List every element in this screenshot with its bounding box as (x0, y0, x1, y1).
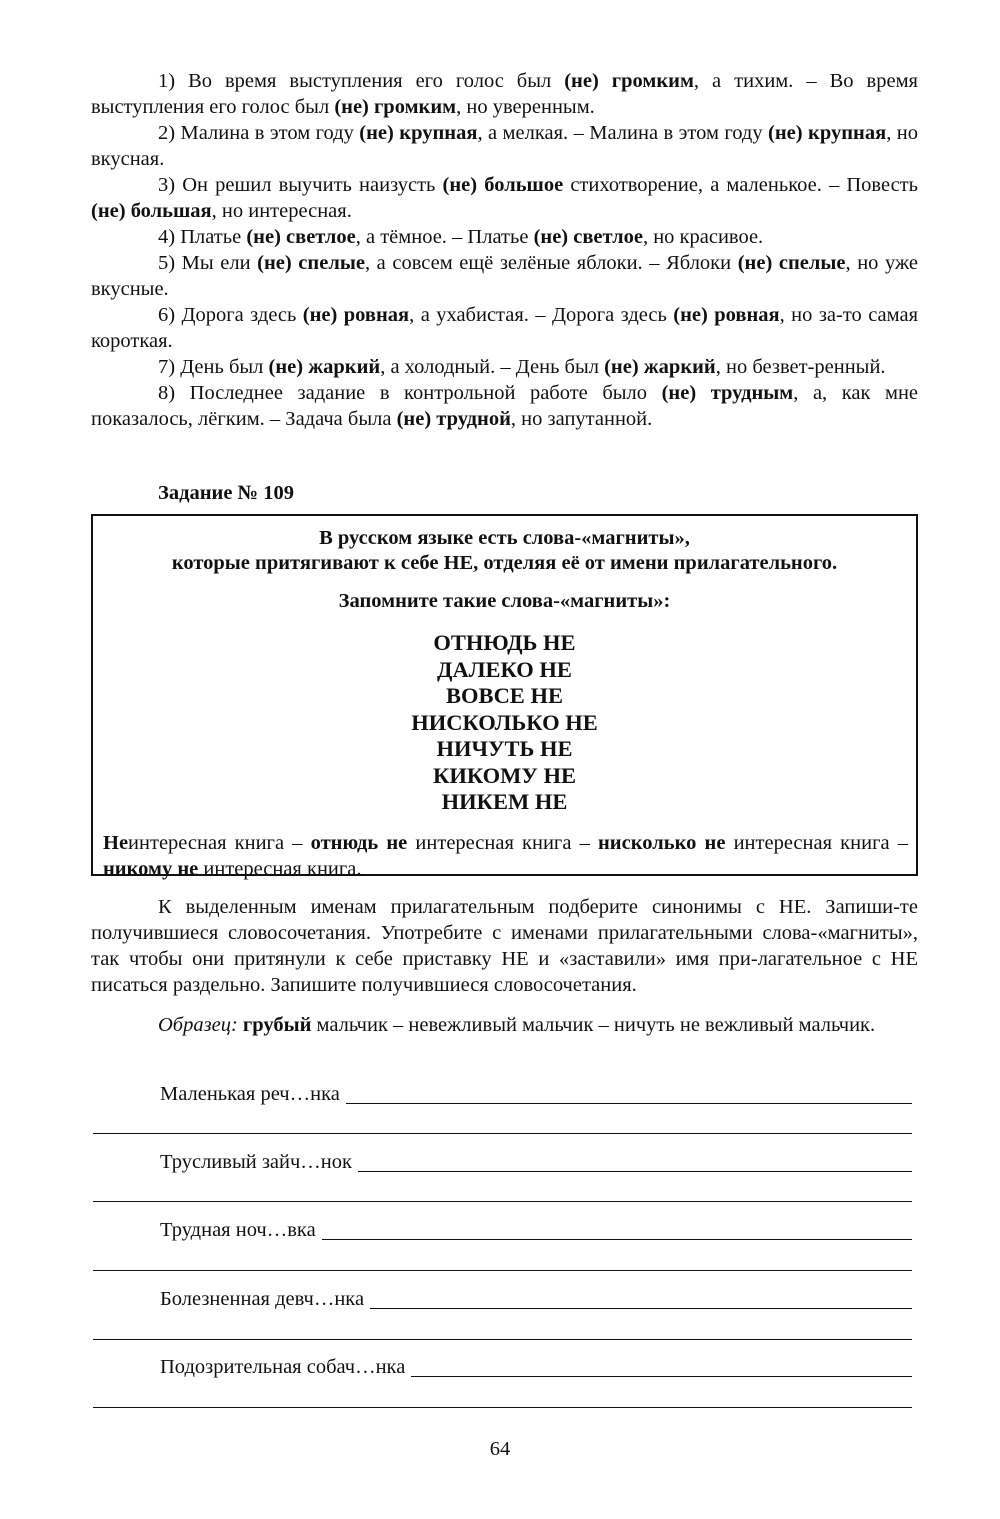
answer-line[interactable] (93, 1133, 912, 1134)
exercise-label: Маленькая реч…нка (160, 1083, 340, 1105)
rule-title-line: которые притягивают к себе НЕ, отделяя её от имени прилагательного. (171, 552, 838, 574)
rule-example: Неинтересная книга – отнюдь не интересная книга – нисколько не интересная книга – никому не интересная книга. (103, 831, 908, 880)
magnet-word: НИЧУТЬ НЕ (436, 736, 573, 761)
rule-title (93, 526, 916, 576)
rule-title-line: В русском языке есть слова-«магниты», (319, 527, 690, 549)
sentence-item: 6) Дорога здесь (не) ровная, а ухабистая. – Дорога здесь (не) ровная, но за-то самая короткая. (91, 304, 919, 352)
page-number: 64 (489, 1438, 511, 1460)
answer-blank[interactable] (322, 1219, 912, 1240)
sample-bold-word: грубый (242, 1014, 312, 1036)
task-instructions: К выделенным именам прилагательным подберите синонимы с НЕ. Запиши-те получившиеся словосочетания. Употребите с именами прилагательными слова-«магниты», так чтобы они притянули к себе приставку НЕ и «заставили» имя при-лагательное с НЕ писаться раздельно. Запишите получившиеся словосочетания. (91, 896, 918, 996)
magnet-word: ОТНЮДЬ НЕ (433, 630, 576, 655)
sentence-item: 5) Мы ели (не) спелые, а совсем ещё зелёные яблоки. – Яблоки (не) спелые, но уже вкусные. (91, 252, 918, 300)
magnet-word: КИКОМУ НЕ (433, 762, 576, 788)
sentence-item: 8) Последнее задание в контрольной работе было (не) трудным, а, как мне показалось, лёгким. – Задача была (не) трудной, но запутанной. (91, 382, 919, 430)
exercise-label: Болезненная девч…нка (160, 1288, 365, 1310)
answer-blank[interactable] (358, 1151, 912, 1172)
exercise-row (160, 1081, 912, 1107)
answer-blank[interactable] (411, 1356, 912, 1377)
magnet-word: НИСКОЛЬКО НЕ (411, 709, 598, 735)
sentence-item: 1) Во время выступления его голос был (не) громким, а тихим. – Во время выступления его голос был (не) громким, но уверенным. (91, 70, 918, 118)
magnet-word: ВОВСЕ НЕ (446, 683, 563, 708)
remember-heading: Запомните такие слова-«магниты»: (338, 590, 671, 612)
answer-line[interactable] (93, 1339, 912, 1340)
sample-label: Образец: (158, 1014, 238, 1036)
sentence-item: 3) Он решил выучить наизусть (не) большое стихотворение, а маленькое. – Повесть (не) большая, но интересная. (91, 174, 918, 222)
answer-blank[interactable] (370, 1288, 912, 1309)
answer-line[interactable] (93, 1201, 912, 1202)
exercise-row (160, 1286, 912, 1312)
sample-line: Образец: грубый мальчик – невежливый мальчик – ничуть не вежливый мальчик. (158, 1014, 876, 1036)
answer-line[interactable] (93, 1407, 912, 1408)
magnet-word: НИКЕМ НЕ (441, 789, 568, 814)
answer-blank[interactable] (346, 1083, 912, 1104)
sentence-item: 2) Малина в этом году (не) крупная, а мелкая. – Малина в этом году (не) крупная, но вкусная. (91, 122, 919, 170)
answer-line[interactable] (93, 1270, 912, 1271)
magnet-words-list (93, 630, 916, 816)
sentence-list (91, 68, 918, 432)
exercise-row (160, 1149, 912, 1175)
exercise-label: Трусливый зайч…нок (160, 1151, 352, 1173)
exercise-label: Подозрительная собач…нка (160, 1356, 406, 1378)
sentence-item: 4) Платье (не) светлое, а тёмное. – Платье (не) светлое, но красивое. (158, 226, 764, 248)
rule-box (91, 514, 918, 880)
task-title: Задание № 109 (158, 482, 295, 504)
magnet-word: ДАЛЕКО НЕ (437, 656, 572, 682)
exercise-row (160, 1217, 912, 1243)
exercise-row (160, 1354, 912, 1380)
sentence-item: 7) День был (не) жаркий, а холодный. – День был (не) жаркий, но безвет-ренный. (158, 356, 886, 378)
exercise-label: Трудная ноч…вка (160, 1219, 316, 1241)
